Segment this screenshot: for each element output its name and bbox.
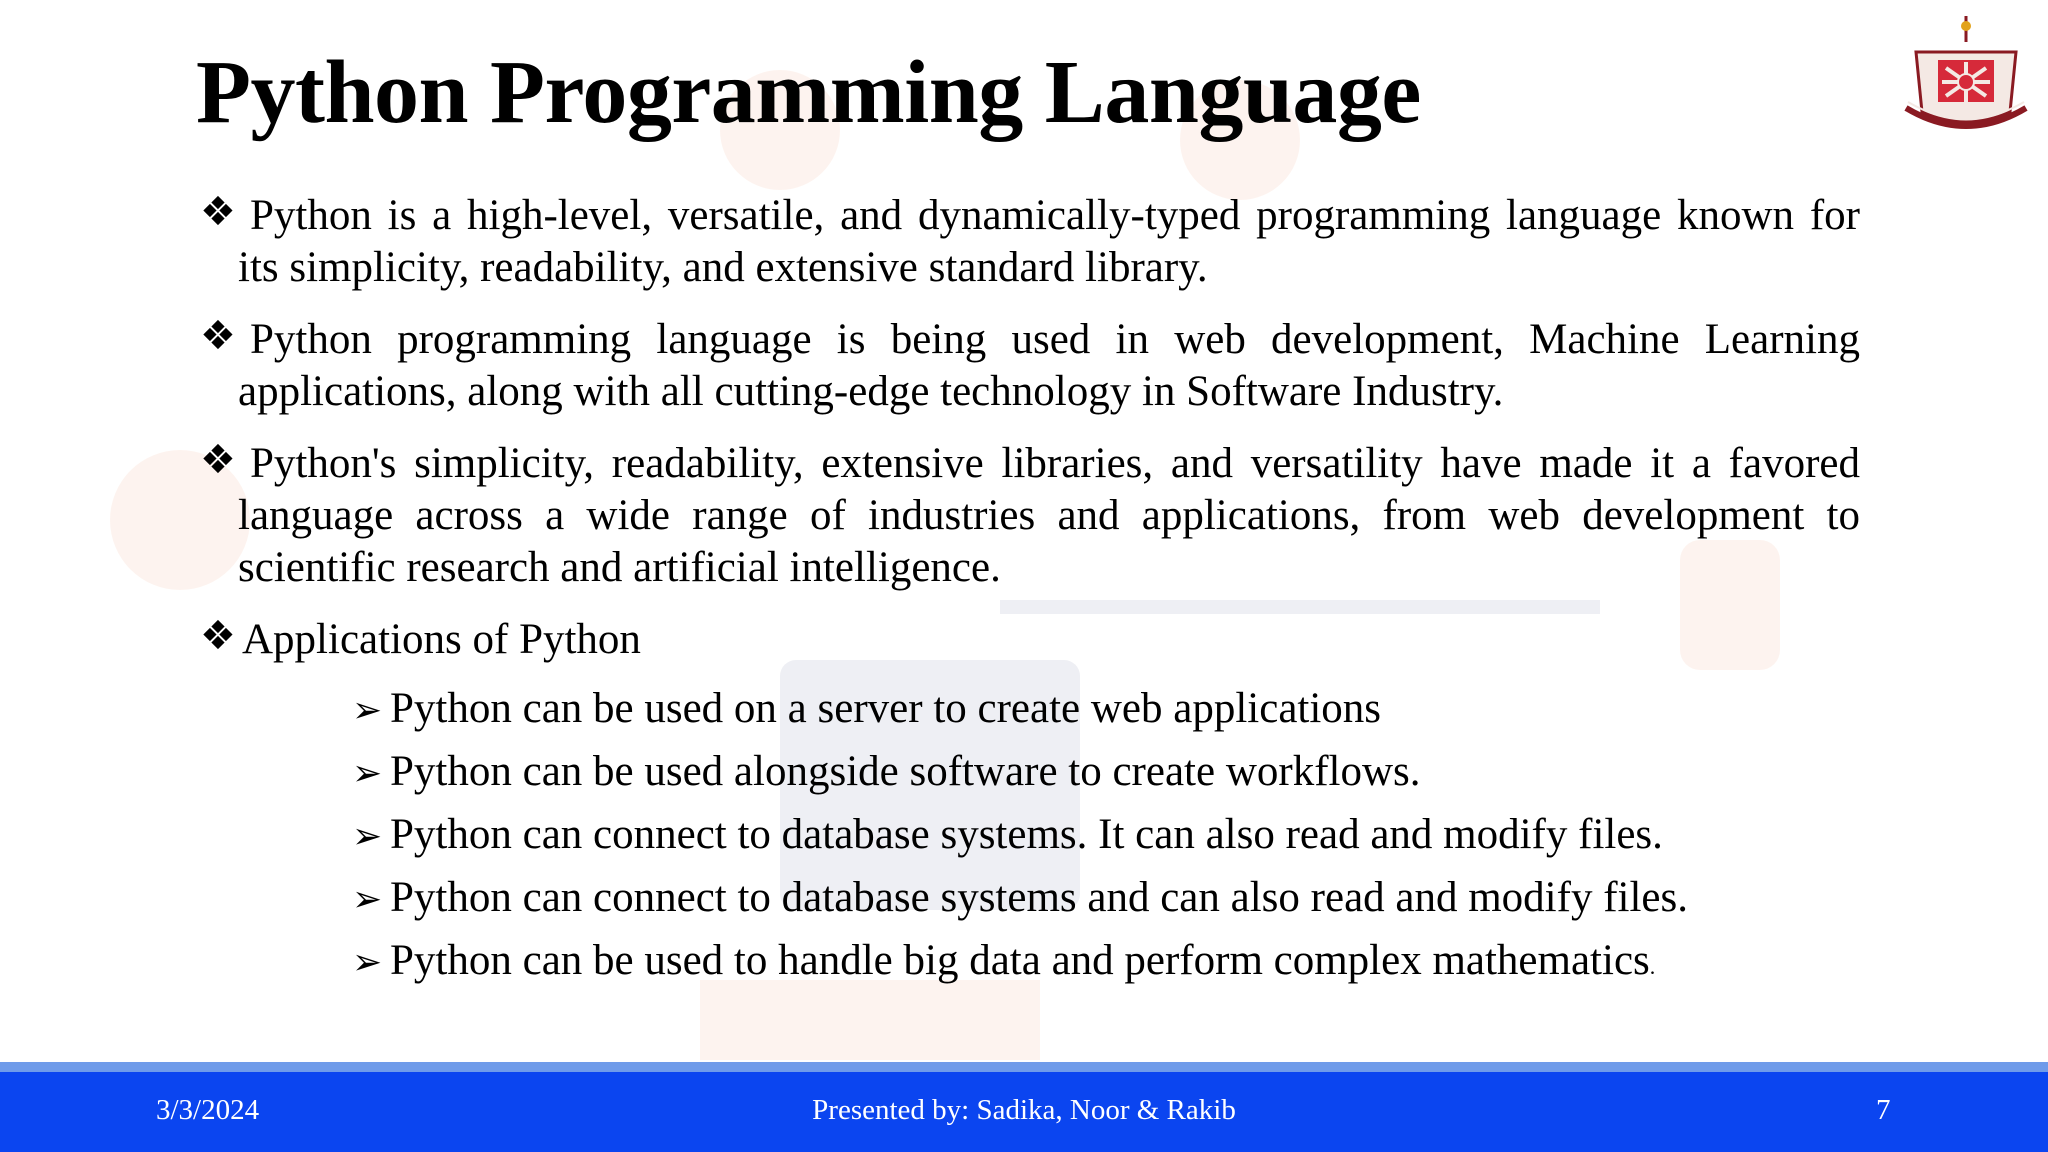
bullet-item bbox=[200, 314, 1860, 418]
bullet-text: Python is a high-level, versatile, and dynamically-typed programming language known for its simplicity, readability, and extensive standard library. bbox=[238, 192, 1860, 291]
footer-stripe bbox=[0, 1062, 2048, 1072]
university-emblem-icon bbox=[1898, 12, 2034, 142]
sub-bullet-item bbox=[352, 804, 1852, 867]
sub-bullet-text: Python can connect to database systems. It can also read and modify files. bbox=[390, 811, 1663, 858]
sub-bullet-item bbox=[352, 678, 1852, 741]
bullet-list bbox=[200, 190, 1860, 686]
sub-bullet-text: Python can connect to database systems and can also read and modify files. bbox=[390, 874, 1688, 921]
slide-number: 7 bbox=[1876, 1094, 1891, 1126]
sub-bullet-text: Python can be used to handle big data and perform complex mathematics bbox=[390, 937, 1650, 984]
footer-presenter: Presented by: Sadika, Noor & Rakib bbox=[812, 1094, 1236, 1126]
arrow-bullet-icon: ➢ bbox=[352, 879, 383, 920]
bullet-item bbox=[200, 438, 1860, 594]
sub-bullet-item bbox=[352, 867, 1852, 930]
bullet-text: Python's simplicity, readability, extensive libraries, and versatility have made it a favored language across a wide range of industries and applications, from web development to scientific research and artificial intelligence. bbox=[238, 440, 1860, 591]
footer-date: 3/3/2024 bbox=[156, 1094, 260, 1126]
bullet-text: Python programming language is being used in web development, Machine Learning applications, along with all cutting-edge technology in Software Industry. bbox=[238, 316, 1860, 415]
sub-bullet-text: Python can be used alongside software to create workflows. bbox=[390, 748, 1421, 795]
bullet-item bbox=[200, 190, 1860, 294]
sub-bullet-text: Python can be used on a server to create web applications bbox=[390, 685, 1382, 732]
sub-bullet-trailing-period: . bbox=[1649, 954, 1656, 979]
arrow-bullet-icon: ➢ bbox=[352, 816, 383, 857]
slide-title: Python Programming Language bbox=[196, 43, 1421, 142]
sub-bullet-item bbox=[352, 741, 1852, 804]
arrow-bullet-icon: ➢ bbox=[352, 753, 383, 794]
sub-bullet-item bbox=[352, 930, 1852, 997]
diamond-bullet-icon: ❖ bbox=[200, 189, 236, 235]
bullet-item bbox=[200, 614, 1860, 666]
arrow-bullet-icon: ➢ bbox=[352, 942, 383, 983]
arrow-bullet-icon: ➢ bbox=[352, 690, 383, 731]
sub-bullet-list bbox=[352, 678, 1852, 997]
diamond-bullet-icon: ❖ bbox=[200, 313, 236, 359]
footer-bar bbox=[0, 1072, 2048, 1152]
diamond-bullet-icon: ❖ bbox=[200, 437, 236, 483]
diamond-bullet-icon: ❖ bbox=[200, 613, 236, 659]
bullet-text: Applications of Python bbox=[242, 616, 641, 663]
